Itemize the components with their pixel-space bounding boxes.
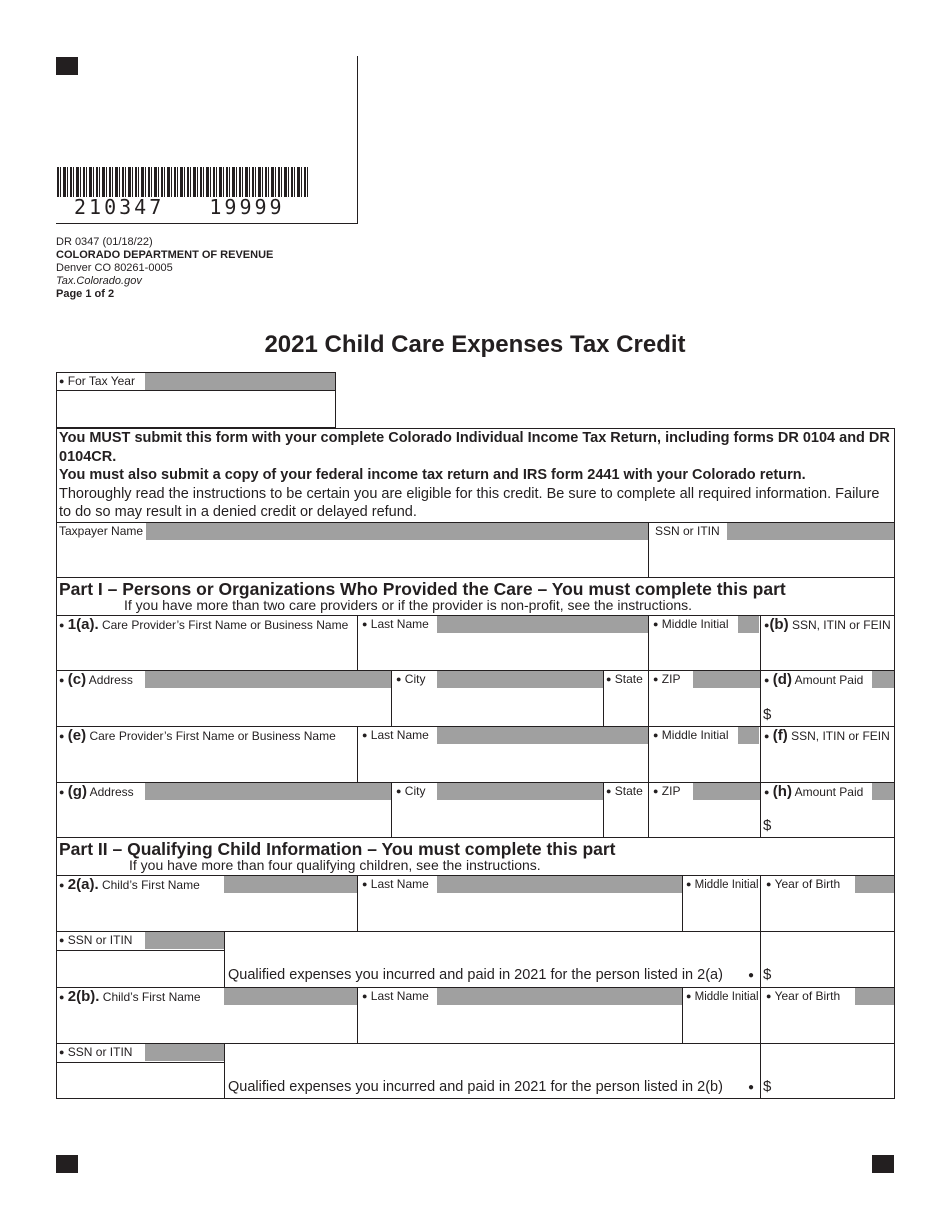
p1-mi-shade	[738, 616, 759, 633]
instructions	[59, 429, 893, 522]
taxpayer-name-shade	[146, 523, 648, 540]
bullet-icon: ●	[362, 730, 368, 740]
c2-first-shade	[224, 988, 357, 1005]
provider1-mi-label: ● Middle Initial	[653, 617, 729, 631]
tax-year-bullet-icon: ●	[59, 376, 65, 386]
bullet-icon: ●	[606, 786, 612, 796]
child1-mi-input[interactable]	[683, 894, 759, 931]
registration-mark-bottom-left	[56, 1155, 78, 1173]
instruction-federal-return: You must also submit a copy of your federal income tax return and IRS form 2441 with your Colorado return.	[59, 467, 806, 483]
provider1-amount-input[interactable]	[775, 689, 894, 725]
tax-year-label: ● For Tax Year	[59, 374, 135, 388]
barcode-divider-horizontal	[56, 223, 358, 224]
child1-first-name-label: ● 2(a). Child’s First Name	[59, 876, 200, 893]
department-website: Tax.Colorado.gov	[56, 275, 142, 287]
tax-year-label-shade	[145, 373, 335, 390]
p1-last-shade	[437, 616, 648, 633]
provider2-address-input[interactable]	[57, 801, 390, 837]
bullet-icon: ●	[362, 879, 368, 889]
provider2-amount-label: ● (h) Amount Paid	[764, 783, 864, 800]
child2-first-name-input[interactable]	[57, 1006, 356, 1043]
provider1-first-name-label: ● 1(a). Care Provider’s First Name or Business Name	[59, 616, 349, 633]
provider2-ssn-input[interactable]	[761, 745, 894, 781]
p2-city-shade	[437, 783, 604, 800]
provider2-city-input[interactable]	[392, 801, 602, 837]
bullet-icon: ●	[362, 991, 368, 1001]
provider1-address-input[interactable]	[57, 689, 390, 725]
bullet-icon: ●	[653, 674, 659, 684]
c2-yob-shade	[855, 988, 894, 1005]
tax-year-input[interactable]	[57, 391, 335, 427]
c2-div-d	[224, 1043, 225, 1099]
taxpayer-name-input[interactable]	[57, 541, 647, 577]
provider1-amount-label: ● (d) Amount Paid	[764, 671, 864, 688]
child2-ssn-input[interactable]	[57, 1063, 223, 1098]
provider2-zip-label: ● ZIP	[653, 784, 681, 798]
provider1-zip-label: ● ZIP	[653, 672, 681, 686]
instruction-must-submit: You MUST submit this form with your complete Colorado Individual Income Tax Return, including forms DR 0104 and DR 0104CR.	[59, 430, 890, 465]
registration-mark-top-left	[56, 57, 78, 75]
bullet-icon: ●	[766, 991, 772, 1001]
provider2-state-input[interactable]	[604, 801, 647, 837]
provider2-first-name-input[interactable]	[57, 745, 356, 781]
child2-expenses-currency: $	[763, 1078, 772, 1095]
child1-yob-label: ● Year of Birth	[766, 877, 841, 891]
taxpayer-ssn-shade	[727, 523, 894, 540]
bullet-icon: ●	[766, 879, 772, 889]
provider2-mi-label: ● Middle Initial	[653, 728, 729, 742]
part2-subheading: If you have more than four qualifying children, see the instructions.	[129, 857, 541, 873]
p1-amt-shade	[872, 671, 894, 688]
bullet-icon: ●	[59, 935, 65, 945]
bullet-icon: ●	[686, 879, 692, 889]
c2-last-shade	[437, 988, 682, 1005]
provider2-address-label: ● (g) Address	[59, 783, 134, 800]
bullet-icon: ●	[653, 730, 659, 740]
bullet-icon: ●	[59, 675, 65, 685]
form-header-info	[56, 236, 273, 301]
p1-city-shade	[437, 671, 604, 688]
page-number: Page 1 of 2	[56, 288, 115, 300]
c2-ssn-shade	[145, 1044, 224, 1061]
bullet-icon: ●	[653, 786, 659, 796]
child2-ssn-label: ● SSN or ITIN	[59, 1045, 133, 1059]
child1-last-name-input[interactable]	[358, 894, 681, 931]
provider1-ssn-input[interactable]	[761, 634, 894, 670]
bullet-icon: ●	[606, 674, 612, 684]
bullet-icon: ●	[59, 992, 65, 1002]
p2-zip-shade	[693, 783, 760, 800]
provider2-city-label: ● City	[396, 784, 426, 798]
p2-addr-shade	[145, 783, 391, 800]
provider2-ssn-label: ● (f) SSN, ITIN or FEIN	[764, 727, 890, 744]
c1-yob-shade	[855, 876, 894, 893]
child2-yob-label: ● Year of Birth	[766, 989, 841, 1003]
provider1-city-label: ● City	[396, 672, 426, 686]
part1-heading: Part I – Persons or Organizations Who Provided the Care – You must complete this part	[59, 579, 786, 599]
provider2-amount-currency: $	[763, 817, 772, 834]
child2-expenses-label: Qualified expenses you incurred and paid in 2021 for the person listed in 2(b)	[228, 1079, 723, 1095]
provider1-mi-input[interactable]	[649, 634, 759, 670]
provider2-zip-input[interactable]	[649, 801, 759, 837]
provider2-amount-input[interactable]	[775, 801, 894, 837]
part1-subheading: If you have more than two care providers or if the provider is non-profit, see the instructions.	[124, 597, 693, 613]
child2-last-name-label: ● Last Name	[362, 989, 429, 1003]
provider1-zip-input[interactable]	[649, 689, 759, 725]
provider1-amount-currency: $	[763, 706, 772, 723]
bullet-icon: ●	[59, 731, 65, 741]
barcode	[57, 167, 309, 197]
provider2-last-name-input[interactable]	[358, 745, 647, 781]
taxpayer-ssn-label: SSN or ITIN	[655, 524, 720, 538]
provider1-ssn-label: ●(b) SSN, ITIN or FEIN	[764, 616, 891, 633]
child1-mi-label: ● Middle Initial	[684, 876, 759, 894]
provider1-city-input[interactable]	[392, 689, 602, 725]
provider2-first-name-label: ● (e) Care Provider’s First Name or Business Name	[59, 727, 336, 744]
provider1-last-name-label: ● Last Name	[362, 617, 429, 631]
child2-expenses-bullet-icon: ●	[748, 1082, 755, 1093]
child1-ssn-input[interactable]	[57, 951, 223, 986]
bullet-icon: ●	[686, 991, 692, 1001]
p2-last-shade	[437, 727, 648, 744]
bullet-icon: ●	[59, 880, 65, 890]
provider1-address-label: ● (c) Address	[59, 671, 133, 688]
c1-last-shade	[437, 876, 682, 893]
c1-ssn-shade	[145, 932, 224, 949]
bullet-icon: ●	[396, 674, 402, 684]
taxpayer-ssn-input[interactable]	[649, 541, 894, 577]
department-address: Denver CO 80261-0005	[56, 262, 173, 274]
p2-amt-shade	[872, 783, 894, 800]
provider2-mi-input[interactable]	[649, 745, 759, 781]
bullet-icon: ●	[764, 787, 770, 797]
bullet-icon: ●	[396, 786, 402, 796]
registration-mark-bottom-right	[872, 1155, 894, 1173]
child2-mi-label: ● Middle Initial	[684, 988, 759, 1006]
child1-expenses-bullet-icon: ●	[748, 970, 755, 981]
bullet-icon: ●	[764, 620, 770, 630]
provider2-last-name-label: ● Last Name	[362, 728, 429, 742]
child1-ssn-label: ● SSN or ITIN	[59, 933, 133, 947]
child2-expenses-input[interactable]	[775, 1044, 894, 1098]
child1-last-name-label: ● Last Name	[362, 877, 429, 891]
bullet-icon: ●	[764, 731, 770, 741]
provider2-state-label: ● State	[606, 784, 643, 798]
form-id: DR 0347 (01/18/22)	[56, 236, 153, 248]
c1-div-d	[224, 931, 225, 987]
bullet-icon: ●	[653, 619, 659, 629]
bullet-icon: ●	[362, 619, 368, 629]
instruction-read-carefully: Thoroughly read the instructions to be certain you are eligible for this credit. Be sure to complete all required information. Failure to do so may result in a denied credit or delayed refund.	[59, 485, 880, 520]
barcode-divider-vertical	[357, 56, 358, 224]
bullet-icon: ●	[59, 620, 65, 630]
provider1-state-input[interactable]	[604, 689, 647, 725]
p2-mi-shade	[738, 727, 759, 744]
child1-expenses-currency: $	[763, 966, 772, 983]
child1-expenses-label: Qualified expenses you incurred and paid in 2021 for the person listed in 2(a)	[228, 967, 723, 983]
bullet-icon: ●	[59, 1047, 65, 1057]
child2-last-name-input[interactable]	[358, 1006, 681, 1043]
form-title: 2021 Child Care Expenses Tax Credit	[264, 331, 686, 358]
child2-yob-input[interactable]	[761, 1006, 894, 1043]
p1-zip-shade	[693, 671, 760, 688]
child2-mi-input[interactable]	[683, 1006, 759, 1043]
child1-expenses-input[interactable]	[775, 932, 894, 986]
bullet-icon: ●	[59, 787, 65, 797]
provider1-first-name-input[interactable]	[57, 634, 356, 670]
taxpayer-name-label: Taxpayer Name	[59, 524, 144, 538]
barcode-number: 210347 19999	[74, 195, 285, 219]
part2-heading: Part II – Qualifying Child Information – You must complete this part	[59, 839, 616, 859]
child1-yob-input[interactable]	[761, 894, 894, 931]
p1-addr-shade	[145, 671, 391, 688]
child1-first-name-input[interactable]	[57, 894, 356, 931]
child2-first-name-label: ● 2(b). Child’s First Name	[59, 988, 201, 1005]
provider1-last-name-input[interactable]	[358, 634, 647, 670]
provider1-state-label: ● State	[606, 672, 643, 686]
c1-first-shade	[224, 876, 357, 893]
department-name: COLORADO DEPARTMENT OF REVENUE	[56, 249, 274, 261]
bullet-icon: ●	[764, 675, 770, 685]
